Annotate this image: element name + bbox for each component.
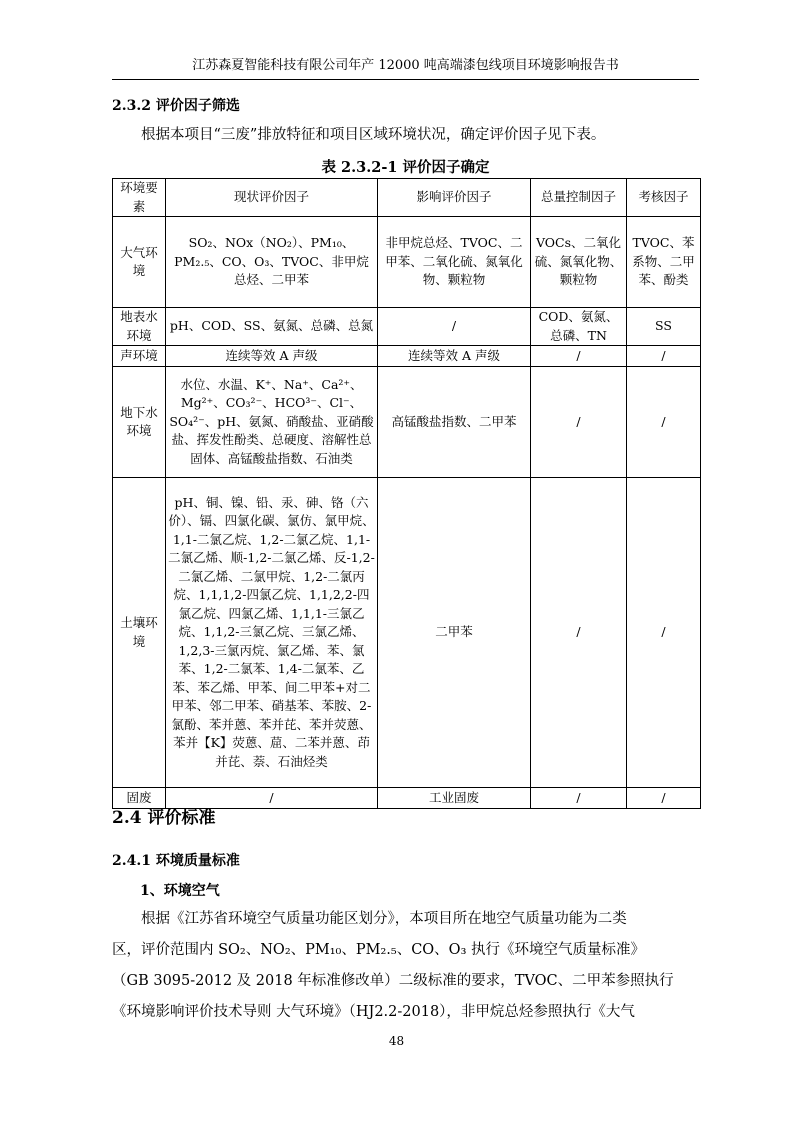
table-row bbox=[113, 367, 701, 478]
cell-current: pH、COD、SS、氨氮、总磷、总氮 bbox=[166, 308, 378, 346]
cell-current: 连续等效 A 声级 bbox=[166, 346, 378, 367]
section-heading-2-4-1: 2.4.1 环境质量标准 bbox=[112, 853, 240, 869]
cell-total: VOCs、二氧化硫、氮氧化物、颗粒物 bbox=[531, 217, 627, 308]
cell-total: / bbox=[531, 346, 627, 367]
cell-impact: 二甲苯 bbox=[378, 478, 531, 788]
body-paragraph bbox=[112, 904, 702, 1028]
cell-element: 土壤环境 bbox=[113, 478, 166, 788]
page-number: 48 bbox=[388, 1034, 405, 1048]
table-row bbox=[113, 217, 701, 308]
header-cell: 影响评价因子 bbox=[378, 179, 531, 217]
running-header: 江苏森夏智能科技有限公司年产 12000 吨高端漆包线项目环境影响报告书 bbox=[112, 56, 699, 80]
cell-assess: / bbox=[627, 346, 701, 367]
cell-current: SO₂、NOx（NO₂）、PM₁₀、PM₂.₅、CO、O₃、TVOC、非甲烷总烃、二甲苯 bbox=[166, 217, 378, 308]
cell-impact: 非甲烷总烃、TVOC、二甲苯、二氧化硫、氮氧化物、颗粒物 bbox=[378, 217, 531, 308]
cell-current: 水位、水温、K⁺、Na⁺、Ca²⁺、Mg²⁺、CO₃²⁻、HCO³⁻、Cl⁻、SO₄²⁻、pH、氨氮、硝酸盐、亚硝酸盐、挥发性酚类、总硬度、溶解性总固体、高锰酸盐指数、石油类 bbox=[166, 367, 378, 478]
header-cell: 考核因子 bbox=[627, 179, 701, 217]
table-row bbox=[113, 308, 701, 346]
table-header-row bbox=[113, 179, 701, 217]
cell-impact: / bbox=[378, 308, 531, 346]
table-row bbox=[113, 346, 701, 367]
cell-assess: / bbox=[627, 478, 701, 788]
subheading-ambient-air: 1、环境空气 bbox=[140, 883, 220, 899]
cell-total: / bbox=[531, 367, 627, 478]
cell-element: 固废 bbox=[113, 788, 166, 809]
header-cell: 现状评价因子 bbox=[166, 179, 378, 217]
body-line: 根据《江苏省环境空气质量功能区划分》，本项目所在地空气质量功能为二类 bbox=[141, 911, 627, 927]
cell-element: 大气环境 bbox=[113, 217, 166, 308]
cell-assess: TVOC、苯系物、二甲苯、酚类 bbox=[627, 217, 701, 308]
body-line: （GB 3095-2012 及 2018 年标准修改单）二级标准的要求，TVOC、二甲苯参照执行 bbox=[112, 973, 674, 989]
cell-current: pH、铜、镍、铅、汞、砷、铬（六价）、镉、四氯化碳、氯仿、氯甲烷、1,1-二氯乙烷、1,2-二氯乙烷、1,1-二氯乙烯、顺-1,2-二氯乙烯、反-1,2-二氯乙烯、二氯甲烷、1,2-二氯丙烷、1,1,1,2-四氯乙烷、1,1,2,2-四氯乙烷、四氯乙烯、1,1,1-三氯乙烷、1,1,2-三氯乙烷、三氯乙烯、1,2,3-三氯丙烷、氯乙烯、苯、氯苯、1,2-二氯苯、1,4-二氯苯、乙苯、苯乙烯、甲苯、间二甲苯+对二甲苯、邻二甲苯、硝基苯、苯胺、2-氯酚、苯并蒽、苯并芘、苯并荧蒽、苯并【K】荧蒽、䓛、二苯并蒽、茚并芘、萘、石油烃类 bbox=[166, 478, 378, 788]
cell-current: / bbox=[166, 788, 378, 809]
cell-assess: / bbox=[627, 788, 701, 809]
cell-element: 地表水环境 bbox=[113, 308, 166, 346]
cell-impact: 高锰酸盐指数、二甲苯 bbox=[378, 367, 531, 478]
cell-total: / bbox=[531, 788, 627, 809]
header-cell: 环境要素 bbox=[113, 179, 166, 217]
cell-total: / bbox=[531, 478, 627, 788]
cell-element: 地下水环境 bbox=[113, 367, 166, 478]
intro-paragraph: 根据本项目“三废”排放特征和项目区域环境状况，确定评价因子见下表。 bbox=[141, 127, 606, 143]
body-line: 《环境影响评价技术导则 大气环境》（HJ2.2-2018），非甲烷总烃参照执行《大气 bbox=[112, 1004, 635, 1020]
body-line: 区，评价范围内 SO₂、NO₂、PM₁₀、PM₂.₅、CO、O₃ 执行《环境空气质量标准》 bbox=[112, 942, 645, 958]
evaluation-factor-table bbox=[112, 178, 701, 809]
table-row bbox=[113, 478, 701, 788]
header-cell: 总量控制因子 bbox=[531, 179, 627, 217]
cell-assess: SS bbox=[627, 308, 701, 346]
cell-assess: / bbox=[627, 367, 701, 478]
cell-impact: 连续等效 A 声级 bbox=[378, 346, 531, 367]
table-caption: 表 2.3.2-1 评价因子确定 bbox=[321, 159, 490, 176]
section-heading-2-4: 2.4 评价标准 bbox=[112, 808, 216, 828]
cell-impact: 工业固废 bbox=[378, 788, 531, 809]
section-heading-2-3-2: 2.3.2 评价因子筛选 bbox=[112, 98, 240, 114]
cell-element: 声环境 bbox=[113, 346, 166, 367]
cell-total: COD、氨氮、总磷、TN bbox=[531, 308, 627, 346]
